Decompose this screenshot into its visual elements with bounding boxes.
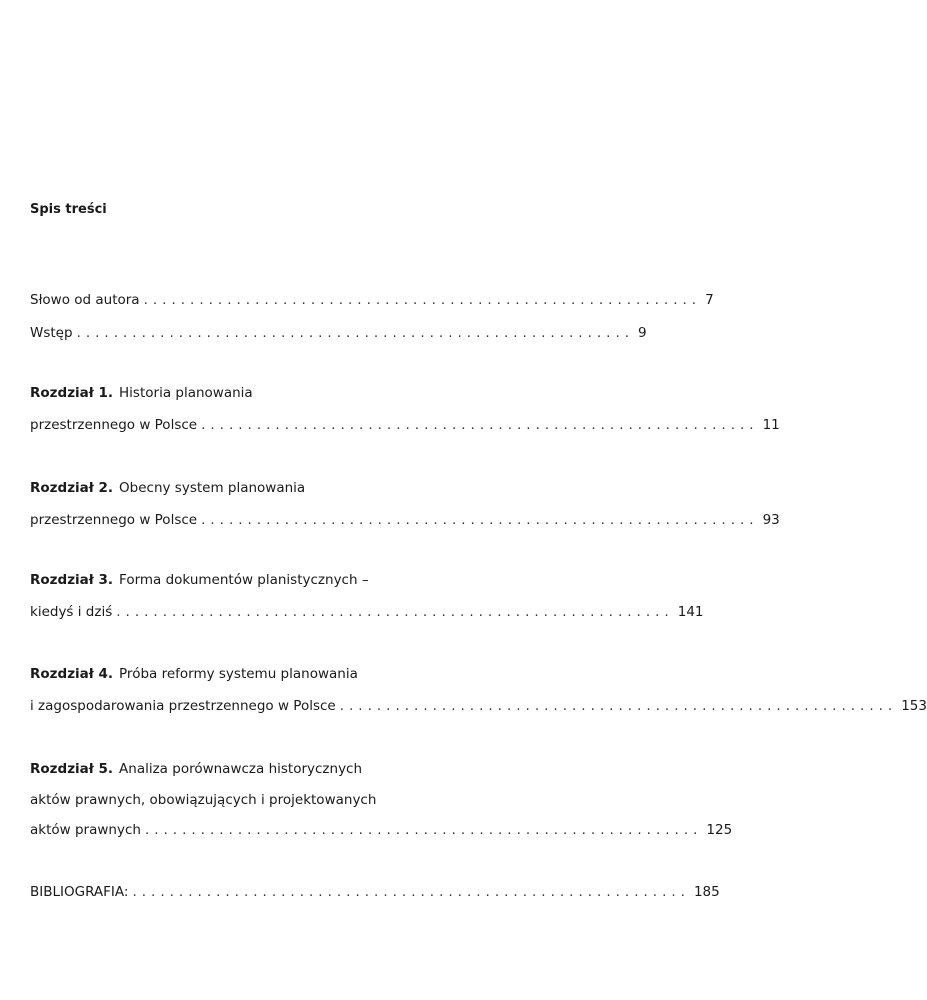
toc-entry-page: 153 (901, 698, 927, 714)
toc-entry-bibliografia (30, 884, 720, 904)
chapter-title-line: aktów prawnych, obowiązujących i projektowanych (30, 792, 377, 808)
toc-entry-page: 185 (693, 884, 720, 900)
dot-leader: ............................................................ (144, 822, 703, 838)
chapter-title-line: Forma dokumentów planistycznych – (119, 572, 369, 588)
dot-leader: ............................................................ (116, 604, 674, 620)
toc-entry-page: 93 (762, 512, 780, 528)
chapter-number: Rozdział 3. (30, 572, 114, 588)
chapter-title-line: Analiza porównawcza historycznych (119, 761, 363, 777)
toc-chapter-5-heading (30, 761, 362, 777)
toc-entry-page: 141 (677, 604, 704, 620)
dot-leader: ............................................................ (201, 417, 759, 433)
dot-leader: ............................................................ (143, 292, 702, 308)
dot-leader: ............................................................ (339, 698, 898, 714)
chapter-title-line: Obecny system planowania (119, 480, 306, 496)
dot-leader: ............................................................ (76, 325, 635, 341)
dot-leader: ............................................................ (201, 512, 759, 528)
toc-chapter-1-heading (30, 385, 253, 401)
toc-entry-text: i zagospodarowania przestrzennego w Polsce (30, 698, 336, 714)
toc-chapter-5-line2 (30, 792, 376, 808)
toc-chapter-3-heading (30, 572, 369, 588)
toc-entry-wstep (30, 325, 647, 345)
toc-entry-chapter-1 (30, 417, 780, 437)
toc-entry-slowo (30, 292, 714, 312)
toc-entry-page: 7 (705, 292, 714, 308)
toc-entry-text: Wstęp (30, 325, 73, 341)
toc-entry-page: 9 (638, 325, 647, 341)
toc-entry-text: kiedyś i dziś (30, 604, 113, 620)
toc-entry-page: 125 (706, 822, 733, 838)
toc-entry-chapter-2 (30, 512, 780, 532)
chapter-number: Rozdział 4. (30, 666, 114, 682)
toc-entry-text: aktów prawnych (30, 822, 141, 838)
toc-chapter-4-heading (30, 666, 358, 682)
toc-entry-chapter-5 (30, 822, 733, 842)
chapter-number: Rozdział 1. (30, 385, 114, 401)
toc-entry-text: BIBLIOGRAFIA: (30, 884, 129, 900)
toc-entry-text: Słowo od autora (30, 292, 140, 308)
toc-entry-chapter-4 (30, 698, 927, 718)
chapter-number: Rozdział 5. (30, 761, 114, 777)
toc-entry-page: 11 (762, 417, 780, 433)
chapter-number: Rozdział 2. (30, 480, 114, 496)
dot-leader: ............................................................ (132, 884, 690, 900)
toc-entry-text: przestrzennego w Polsce (30, 512, 198, 528)
chapter-title-line: Próba reformy systemu planowania (119, 666, 358, 682)
toc-title: Spis treści (30, 202, 107, 217)
toc-entry-text: przestrzennego w Polsce (30, 417, 198, 433)
toc-entry-chapter-3 (30, 604, 704, 624)
toc-chapter-2-heading (30, 480, 305, 496)
chapter-title-line: Historia planowania (119, 385, 253, 401)
